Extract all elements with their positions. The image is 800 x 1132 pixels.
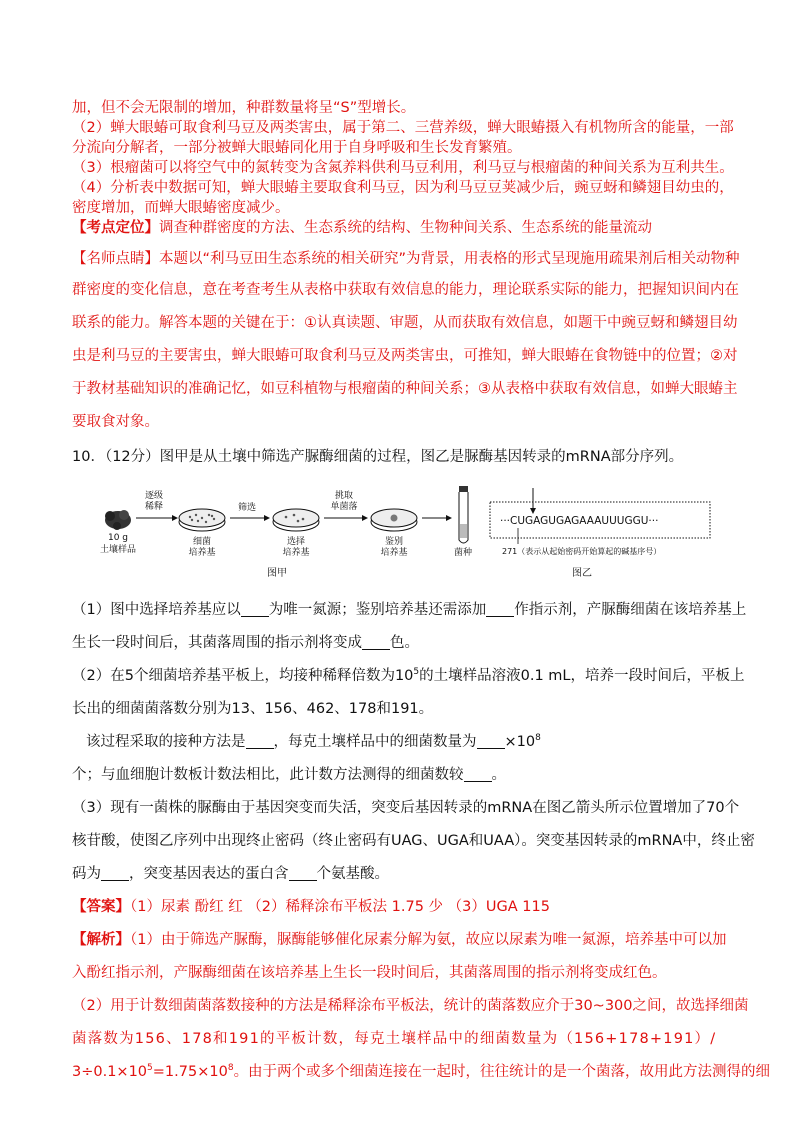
knowledge-point-line — [72, 218, 732, 238]
q2-line: 个；与血细胞计数板计数法相比，此计数方法测得的细菌数较 。 — [72, 767, 506, 783]
q3-line: （3）现有一菌株的脲酶由于基因突变而失活，突变后基因转录的mRNA在图乙箭头所示位置增加了70个 — [72, 800, 740, 816]
step-dilute-2: 稀释 — [144, 502, 164, 512]
petri-dish-icon — [371, 509, 417, 531]
comment-line: 群密度的变化信息，意在考查考生从表格中获取有效信息的能力，理论联系实际的能力，把握知识间内在 — [72, 282, 739, 298]
answer-blank — [464, 767, 492, 782]
plate3-label-1: 鉴别 — [384, 537, 404, 547]
step-pick-1: 挑取 — [334, 491, 354, 501]
analysis-line: $3\div 0.1\times 10^5=1.75\times 10^8$。由于两个或多个细菌连接在一起时，往往统计的是一个菌落，故用此方法测得的细 — [72, 1063, 771, 1080]
plate1-label-1: 细菌 — [192, 537, 212, 547]
answer-tag: 【答案】 — [72, 899, 130, 915]
arrow-icon — [324, 515, 368, 521]
mrna-sequence: ···CUGAGUGAGAAAUUUGGU··· — [500, 515, 659, 527]
analysis — [72, 924, 771, 1089]
plate2-label-2: 培养基 — [282, 548, 310, 558]
petri-dish-icon — [273, 509, 319, 531]
document-page — [72, 98, 771, 1089]
question-parts — [72, 594, 755, 891]
q2-line: 该过程采取的接种方法是 ，每克土壤样品中的细菌数量为 $\times 10^8$ — [86, 733, 541, 750]
plate2-label-1: 选择 — [286, 537, 306, 547]
answer-blank — [486, 602, 514, 617]
soil-amount: 10 g — [107, 533, 129, 543]
teacher-comment — [72, 244, 740, 439]
caption-b: 图乙 — [572, 568, 592, 579]
answer-blank — [477, 734, 505, 749]
q1-line: 生长一段时间后，其菌落周围的指示剂将变成 色。 — [72, 635, 419, 651]
answer-blank — [289, 866, 317, 881]
q2-line: （2）在5个细菌培养基平板上，均接种稀释倍数为$10^5$的土壤样品溶液0.1 mL，培养一段时间后，平板上 — [72, 667, 745, 684]
figure-procedure — [72, 480, 732, 590]
knowledge-point-text: 调查种群密度的方法、生态系统的结构、生物种间关系、生态系统的能量流动 — [159, 220, 652, 236]
q2-line: 长出的细菌菌落数分别为13、156、462、178和191。 — [72, 701, 434, 717]
step-dilute-1: 逐级 — [144, 491, 164, 501]
plate1-label-2: 培养基 — [188, 548, 216, 558]
q1-line: （1）图中选择培养基应以 为唯一氮源；鉴别培养基还需添加 作指示剂，产脲酶细菌在该培养基上 — [72, 602, 747, 618]
analysis-line: （2）用于计数细菌菌落数接种的方法是稀释涂布平板法，统计的菌落数应介于30~300之间，故选择细菌 — [72, 998, 749, 1014]
analysis-line: 入酚红指示剂，产脲酶细菌在该培养基上生长一段时间后，其菌落周围的指示剂将变成红色。 — [72, 965, 667, 981]
answer-line: 密度增加，而蝉大眼蝽密度减少。 — [72, 200, 290, 216]
question-10-stem: 10．（12分）图甲是从土壤中筛选产脲酶细菌的过程，图乙是脲酶基因转录的mRNA部分序列。 — [72, 449, 684, 465]
analysis-tag: 【解析】 — [72, 932, 130, 948]
answer-line: （2）蝉大眼蝽可取食利马豆及两类害虫，属于第二、三营养级，蝉大眼蝽摄入有机物所含的能量，一部 — [72, 120, 734, 136]
caption-a: 图甲 — [267, 568, 287, 579]
answer-line: 加，但不会无限制的增加，种群数量将呈“S”型增长。 — [72, 100, 416, 116]
q3-line: 核苷酸，使图乙序列中出现终止密码（终止密码有UAG、UGA和UAA）。突变基因转录的mRNA中，终止密 — [72, 833, 755, 849]
analysis-line: 菌落数为156、178和191的平板计数，每克土壤样品中的细菌数量为（156+178+191）/ — [72, 1031, 717, 1047]
answer-blank — [101, 866, 129, 881]
arrow-icon — [230, 515, 270, 521]
petri-dish-icon — [179, 509, 225, 531]
analysis-line: 【解析】（1）由于筛选产脲酶，脲酶能够催化尿素分解为氨，故应以尿素为唯一氮源，培养基中可以加 — [72, 932, 727, 948]
answer-line: （4）分析表中数据可知，蝉大眼蝽主要取食利马豆，因为利马豆豆荚减少后，豌豆蚜和鳞翅目幼虫的， — [72, 180, 734, 196]
answer-blank — [246, 734, 274, 749]
comment-line: 于教材基础知识的准确记忆，如豆科植物与根瘤菌的种间关系；③从表格中获取有效信息，如蝉大眼蝽主 — [72, 381, 738, 397]
tube-label: 菌种 — [453, 548, 473, 558]
plate3-label-2: 培养基 — [380, 548, 408, 558]
answer-blank — [362, 635, 390, 650]
answer-key — [72, 891, 732, 924]
soil-sample-icon — [105, 510, 131, 530]
answer-blank — [241, 602, 269, 617]
comment-line: 【名师点睛】本题以“利马豆田生态系统的相关研究”为背景，用表格的形式呈现施用疏果剂后相关动物种 — [72, 251, 740, 267]
step-pick-2: 单菌落 — [330, 502, 358, 512]
answer-line: （3）根瘤菌可以将空气中的氮转变为含氮养料供利马豆利用，利马豆与根瘤菌的种间关系为互利共生。 — [72, 160, 734, 176]
knowledge-point-tag: 【考点定位】 — [72, 220, 159, 236]
test-tube-icon — [459, 486, 468, 543]
arrow-icon — [422, 515, 452, 521]
q3-line: 码为 ，突变基因表达的蛋白含 个氨基酸。 — [72, 866, 389, 882]
comment-line: 要取食对象。 — [72, 414, 159, 430]
comment-line: 联系的能力。解答本题的关键在于：①认真读题、审题，从而获取有效信息，如题干中豌豆蚜和鳞翅目幼 — [72, 315, 738, 331]
answer-text: （1）尿素 酚红 红 （2）稀释涂布平板法 1.75 少 （3）UGA 115 — [130, 899, 550, 915]
figure-svg — [72, 480, 732, 590]
sequence-number: 271（表示从起始密码开始算起的碱基序号） — [502, 547, 662, 556]
step-screen: 筛选 — [237, 503, 257, 513]
arrow-icon — [136, 515, 178, 521]
comment-line: 虫是利马豆的主要害虫，蝉大眼蝽可取食利马豆及两类害虫，可推知，蝉大眼蝽在食物链中的位置；②对 — [72, 348, 738, 364]
answer-line: 分流向分解者，一部分被蝉大眼蝽同化用于自身呼吸和生长发育繁殖。 — [72, 140, 522, 156]
soil-label: 土壤样品 — [99, 545, 137, 555]
